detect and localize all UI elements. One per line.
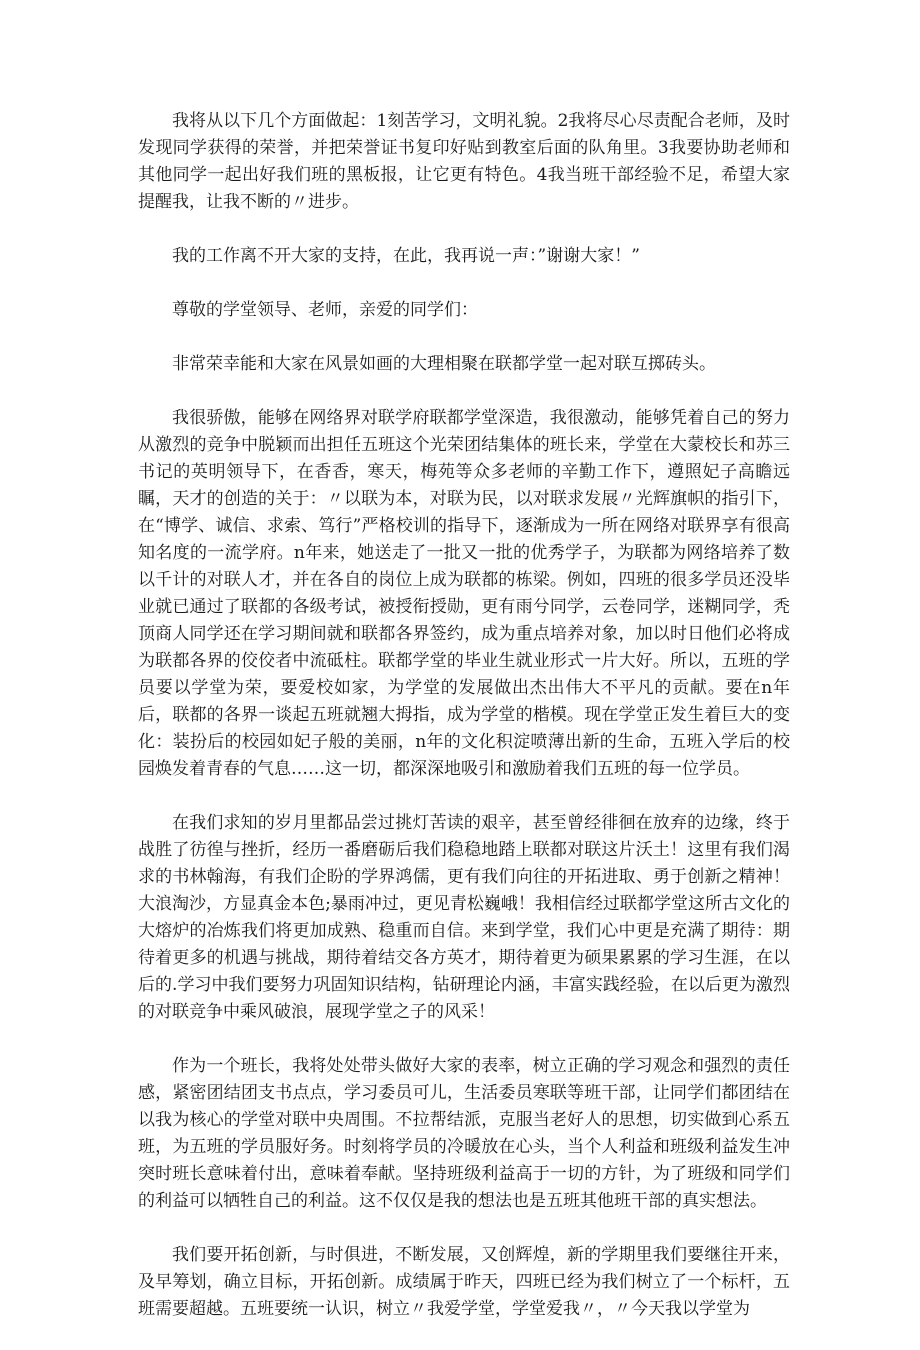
paragraph-intro: 非常荣幸能和大家在风景如画的大理相聚在联都学堂一起对联互掷砖头。 bbox=[172, 354, 716, 374]
paragraph-monitor: 作为一个班长，我将处处带头做好大家的表率，树立正确的学习观念和强烈的责任感，紧密团结团支书点点，学习委员可儿，生活委员寒联等班干部，让同学们都团结在以我为核心的学堂对联中央周围。不拉帮结派，克服当老好人的思想，切实做到心系五班，为五班的学员服好务。时刻将学员的冷暖放在心头，当个人利益和班级利益发生冲突时班长意味着付出，意味着奉献。坚持班级利益高于一切的方针，为了班级和同学们的利益可以牺牲自己的利益。这不仅仅是我的想法也是五班其他班干部的真实想法。 bbox=[138, 1056, 790, 1211]
paragraph-greeting: 尊敬的学堂领导、老师，亲爱的同学们： bbox=[172, 300, 478, 320]
paragraph-pride: 我很骄傲，能够在网络界对联学府联都学堂深造，我很激动，能够凭着自己的努力从激烈的竞争中脱颖而出担任五班这个光荣团结集体的班长来，学堂在大蒙校长和苏三书记的英明领导下，在香香，寒天，梅苑等众多老师的辛勤工作下，遵照妃子高瞻远瞩，天才的创造的关于：〃以联为本，对联为民，以对联求发展〃光辉旗帜的指引下，在“博学、诚信、求索、笃行”严格校训的指导下，逐渐成为一所在网络对联界享有很高知名度的一流学府。n年来，她送走了一批又一批的优秀学子，为联都为网络培养了数以千计的对联人才，并在各自的岗位上成为联都的栋梁。例如，四班的很多学员还没毕业就已通过了联都的各级考试，被授衔授勋，更有雨兮同学，云卷同学，迷糊同学，秃顶商人同学还在学习期间就和联都各界签约，成为重点培养对象，加以时日他们必将成为联都各界的佼佼者中流砥柱。联都学堂的毕业生就业形式一片大好。所以，五班的学员要以学堂为荣，要爱校如家，为学堂的发展做出杰出伟大不平凡的贡献。要在n年后，联都的各界一谈起五班就翘大拇指，成为学堂的楷模。现在学堂正发生着巨大的变化：装扮后的校园如妃子般的美丽，n年的文化积淀喷薄出新的生命，五班入学后的校园焕发着青春的气息……这一切，都深深地吸引和激励着我们五班的每一位学员。 bbox=[138, 408, 790, 779]
paragraph-plan: 我将从以下几个方面做起：1刻苦学习，文明礼貌。2我将尽心尽责配合老师，及时发现同学获得的荣誉，并把荣誉证书复印好贴到教室后面的队角里。3我要协助老师和其他同学一起出好我们班的黑板报，让它更有特色。4我当班干部经验不足，希望大家提醒我，让我不断的〃进步。 bbox=[138, 111, 790, 212]
paragraph-study: 在我们求知的岁月里都品尝过挑灯苦读的艰辛，甚至曾经徘徊在放弃的边缘，终于战胜了彷徨与挫折，经历一番磨砺后我们稳稳地踏上联都对联这片沃土！这里有我们渴求的书林翰海，有我们企盼的学界鸿儒，更有我们向往的开拓进取、勇于创新之精神！大浪淘沙，方显真金本色;暴雨冲过，更见青松巍峨！我相信经过联都学堂这所古文化的大熔炉的冶炼我们将更加成熟、稳重而自信。来到学堂，我们心中更是充满了期待：期待着更多的机遇与挑战，期待着结交各方英才，期待着更为硕果累累的学习生涯，在以后的.学习中我们要努力巩固知识结构，钻研理论内涵，丰富实践经验，在以后更为激烈的对联竞争中乘风破浪，展现学堂之子的风采！ bbox=[138, 813, 790, 1022]
paragraph-thanks: 我的工作离不开大家的支持，在此，我再说一声：”谢谢大家！” bbox=[172, 246, 640, 266]
document-body bbox=[138, 108, 790, 1350]
paragraph-innovation: 我们要开拓创新，与时俱进，不断发展，又创辉煌，新的学期里我们要继往开来，及早筹划，确立目标，开拓创新。成绩属于昨天，四班已经为我们树立了一个标杆，五班需要超越。五班要统一认识，树立〃我爱学堂，学堂爱我〃，〃今天我以学堂为 bbox=[138, 1245, 790, 1319]
